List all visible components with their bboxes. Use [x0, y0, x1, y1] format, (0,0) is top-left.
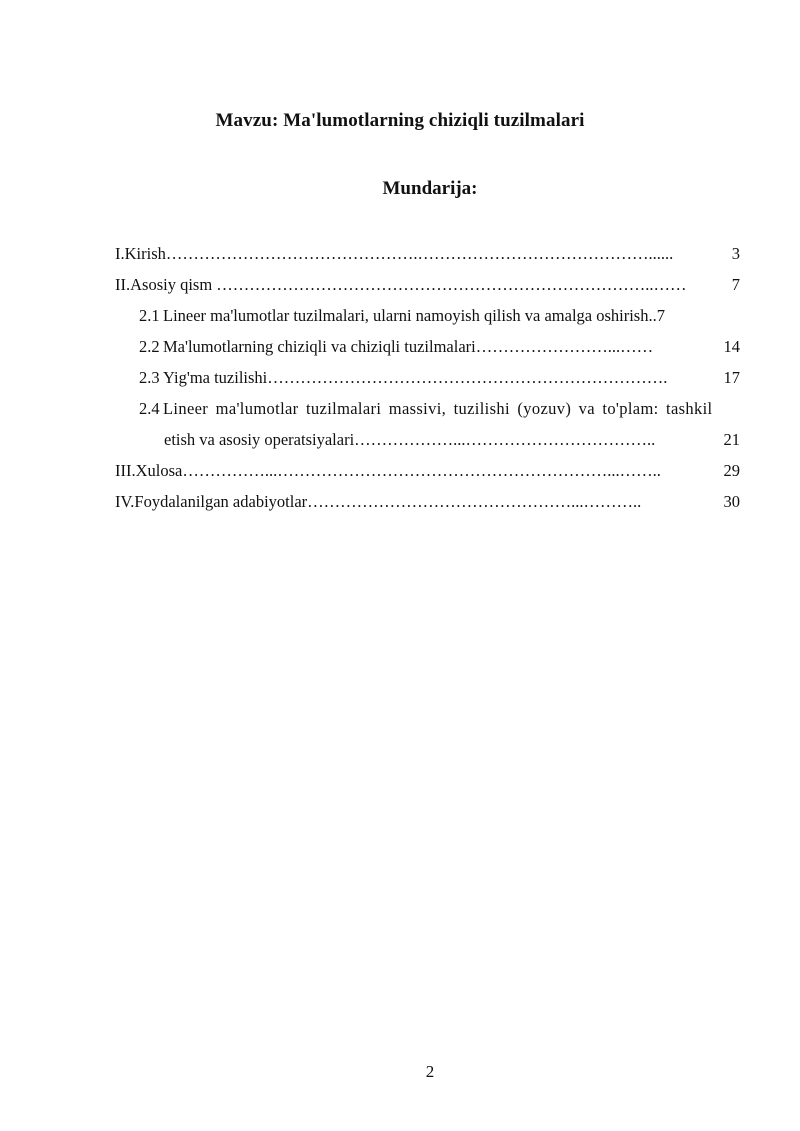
toc-entry-2-2 — [115, 331, 740, 362]
toc-entry-2-4 — [115, 393, 740, 424]
toc-entry-label: Ma'lumotlarning chiziqli va chiziqli tuzilmalari — [163, 337, 476, 356]
topic-title: Mavzu: Ma'lumotlarning chiziqli tuzilmalari — [215, 110, 585, 131]
toc-entry-number: 2.1 — [139, 306, 160, 325]
toc-entry-number: 2.4 — [139, 399, 160, 418]
toc-entry-2-4-continued — [115, 424, 740, 455]
toc-leader-dots: ……………...……………………………………………………...…….. — [182, 461, 661, 480]
toc-heading: Mundarija: — [382, 178, 478, 199]
toc-leader-dots: ……………………………………….……………………………………...... — [165, 244, 674, 263]
toc-page-number: 30 — [723, 492, 740, 511]
toc-leader-dots: …………………………………………...……….. — [307, 492, 642, 511]
toc-leader-dots: ……………………...…… — [475, 337, 654, 356]
toc-page-number: 3 — [731, 244, 740, 263]
toc-entry-adabiyotlar — [115, 486, 740, 517]
toc-leader-dots: .. — [648, 306, 657, 325]
toc-entry-number: 2.2 — [139, 337, 160, 356]
toc-page-number: 14 — [723, 337, 740, 356]
toc-entry-label: Yig'ma tuzilishi — [163, 368, 268, 387]
toc-entry-number: 2.3 — [139, 368, 160, 387]
toc-entry-label: I.Kirish — [115, 244, 166, 263]
toc-entry-kirish — [115, 238, 740, 269]
toc-page-number: 7 — [731, 275, 740, 294]
toc-entry-asosiy-qism — [115, 269, 740, 300]
toc-entry-label: II.Asosiy qism — [115, 275, 217, 294]
toc-entry-label: IV.Foydalanilgan adabiyotlar — [115, 492, 308, 511]
toc-page-number: 21 — [723, 430, 740, 449]
toc-entry-label-continued: etish va asosiy operatsiyalari — [164, 430, 355, 449]
toc-page-number: 17 — [723, 368, 740, 387]
toc-page-number: 7 — [656, 306, 665, 325]
toc-leader-dots: ………………………………………………………………. — [267, 368, 668, 387]
table-of-contents — [115, 238, 740, 517]
toc-entry-label: Lineer ma'lumotlar tuzilmalari massivi, tuzilishi (yozuv) va to'plam: tashkil — [163, 399, 713, 418]
toc-leader-dots: ………………...…………………………….. — [354, 430, 656, 449]
toc-entry-label: III.Xulosa — [115, 461, 183, 480]
page-number: 2 — [425, 1062, 435, 1081]
toc-entry-xulosa — [115, 455, 740, 486]
toc-page-number: 29 — [723, 461, 740, 480]
toc-entry-2-3 — [115, 362, 740, 393]
toc-entry-label: Lineer ma'lumotlar tuzilmalari, ularni namoyish qilish va amalga oshirish — [163, 306, 649, 325]
toc-entry-2-1 — [115, 300, 740, 331]
toc-leader-dots: ……………………………………………………………………..…… — [216, 275, 687, 294]
